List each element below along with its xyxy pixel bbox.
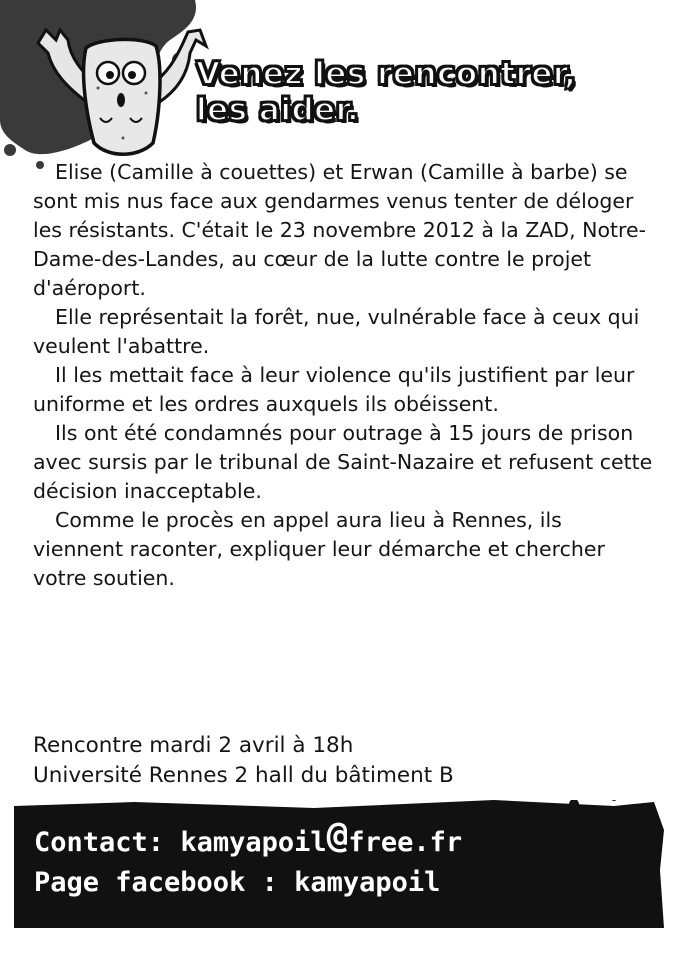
headline-line-2: les aider. [196, 92, 360, 128]
contact-label: Contact: [34, 827, 181, 858]
paragraph: Elle représentait la forêt, nue, vulnérable face à ceux qui veulent l'abattre. [33, 305, 640, 358]
at-sign: @ [326, 815, 349, 856]
paragraph: Comme le procès en appel aura lieu à Rennes, ils viennent raconter, expliquer leur démarche et chercher votre soutien. [33, 508, 605, 590]
facebook-line [34, 863, 654, 903]
event-date: Rencontre mardi 2 avril à 18h [33, 733, 354, 758]
contact-email-user[interactable]: kamyapoil [180, 827, 327, 858]
contact-footer [14, 800, 664, 928]
facebook-page-name[interactable]: kamyapoil [294, 867, 441, 898]
naked-camille-mascot-icon [28, 18, 218, 168]
facebook-label: Page facebook : [34, 867, 295, 898]
event-location: Université Rennes 2 hall du bâtiment B [33, 763, 454, 788]
paragraph: Elise (Camille à couettes) et Erwan (Camille à barbe) se sont mis nus face aux gendarmes venus tenter de déloger les résistants. C'était le 23 novembre 2012 à la ZAD, Notre-Dame-des-Landes, au cœur de la lutte contre le projet d'aéroport. [33, 160, 647, 300]
contact-email-domain[interactable]: free.fr [348, 827, 463, 858]
headline-line-1: Venez les rencontrer, [196, 56, 577, 92]
paragraph: Il les mettait face à leur violence qu'ils justifient par leur uniforme et les ordres auxquels ils obéissent. [33, 363, 635, 416]
paragraph: Ils ont été condamnés pour outrage à 15 jours de prison avec sursis par le tribunal de Saint-Nazaire et refusent cette décision inacceptable. [33, 421, 653, 503]
headline [196, 56, 666, 128]
body-text [33, 158, 653, 593]
contact-line [34, 815, 654, 863]
event-details [33, 731, 663, 791]
